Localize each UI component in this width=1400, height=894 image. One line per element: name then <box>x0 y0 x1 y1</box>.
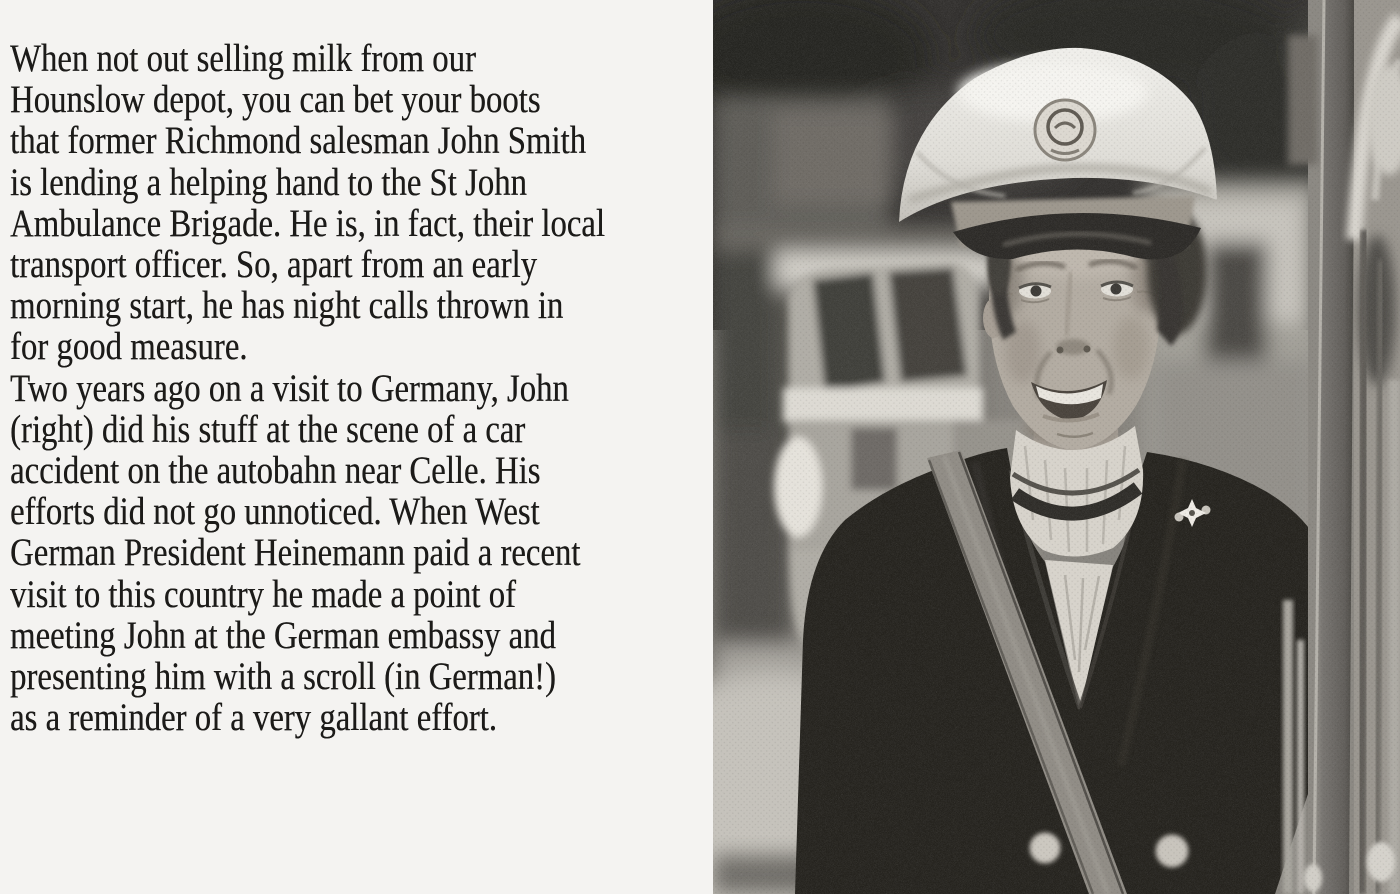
photograph <box>713 0 1400 894</box>
text-line: Two years ago on a visit to Germany, John <box>10 366 569 410</box>
grain-overlay <box>713 0 1400 894</box>
text-line: accident on the autobahn near Celle. His <box>10 449 541 493</box>
text-line: presenting him with a scroll (in German!) <box>10 655 556 699</box>
text-line: that former Richmond salesman John Smith <box>10 119 586 163</box>
text-line: Ambulance Brigade. He is, in fact, their local <box>10 201 605 245</box>
text-line: for good measure. <box>10 325 248 369</box>
text-line: meeting John at the German embassy and <box>10 613 556 657</box>
text-line: as a reminder of a very gallant effort. <box>10 696 497 740</box>
text-line: German President Heinemann paid a recent <box>10 531 581 575</box>
text-line: When not out selling milk from our <box>10 37 476 80</box>
text-line: (right) did his stuff at the scene of a car <box>10 407 526 451</box>
text-line: efforts did not go unnoticed. When West <box>10 490 540 534</box>
article-text <box>10 38 723 738</box>
text-line: transport officer. So, apart from an early <box>10 243 538 287</box>
text-line: visit to this country he made a point of <box>10 572 516 616</box>
text-line: morning start, he has night calls thrown in <box>10 284 564 328</box>
text-line: is lending a helping hand to the St John <box>10 160 527 204</box>
photo-john-smith <box>713 0 1400 894</box>
text-line: Hounslow depot, you can bet your boots <box>10 78 541 122</box>
